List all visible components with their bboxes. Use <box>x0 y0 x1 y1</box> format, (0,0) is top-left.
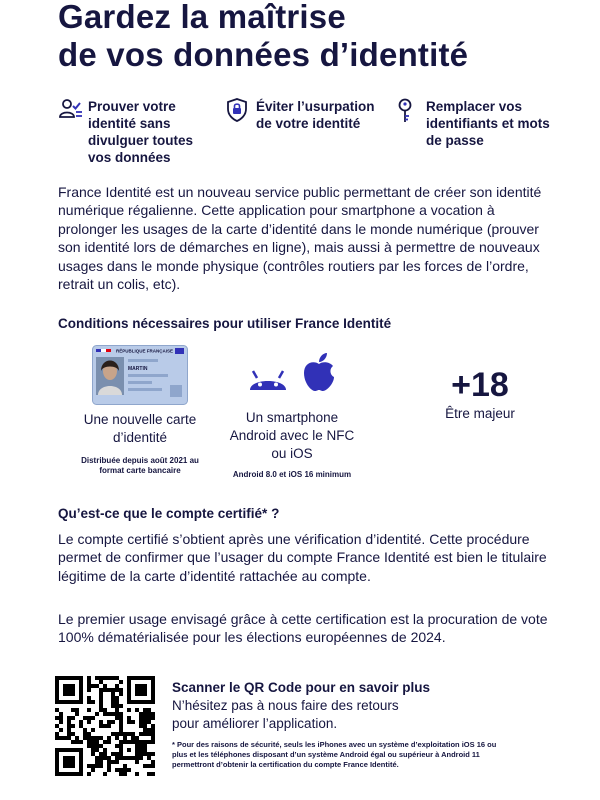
benefit-label: Remplacer vos identifiants et mots de passe <box>426 99 550 148</box>
id-card-image <box>92 345 188 405</box>
condition-label: Être majeur <box>445 406 515 421</box>
certified-heading: Qu’est-ce que le compte certifié* ? <box>58 506 280 521</box>
conditions-heading: Conditions nécessaires pour utiliser France Identité <box>58 316 392 331</box>
certified-paragraph-2: Le premier usage envisagé grâce à cette certification est la procuration de vote 100% dématérialisée pour les élections européennes de 2024. <box>58 611 548 646</box>
condition-note: Distribuée depuis août 2021 au format carte bancaire <box>81 456 199 475</box>
shield-lock-icon <box>226 98 256 132</box>
condition-label: Un smartphone Android avec le NFC ou iOS <box>229 410 355 461</box>
title-line-1: Gardez la maîtrise <box>58 0 346 35</box>
page-title <box>58 0 468 74</box>
benefit-label: Prouver votre identité sans divulguer toutes vos données <box>88 99 194 165</box>
condition-age <box>430 345 530 423</box>
apple-icon <box>302 352 336 397</box>
card-name-text: MARTIN <box>128 366 148 372</box>
scan-subtitle: N’hésitez pas à nous faire des retours pour améliorer l’application. <box>172 698 399 731</box>
certified-paragraph-1: Le compte certifié s’obtient après une vérification d’identité. Cette procédure permet de confirmer que l’usager du compte France Identité est bien le titulaire légitime de la carte d’identité rattachée au compte. <box>58 531 547 584</box>
card-header-text: RÉPUBLIQUE FRANÇAISE <box>116 348 174 354</box>
age-value: +18 <box>451 366 509 404</box>
os-icons <box>222 351 362 397</box>
condition-label: Une nouvelle carte d’identité <box>83 412 197 445</box>
user-check-icon <box>58 98 88 166</box>
intro-paragraph: France Identité est un nouveau service public permettant de créer son identité numérique régalienne. Cette application pour smartphone a vocation à prolonger les usages de la carte d’identité dans le monde numérique (prouver son identité lors de démarches en ligne), mais aussi à permettre de nouveaux usages dans le monde physique (contrôles routiers par les forces de l’ordre, retrait un colis, etc). <box>58 184 542 293</box>
benefit-replace-passwords <box>396 98 566 149</box>
footnote: * Pour des raisons de sécurité, seuls les iPhones avec un système d’exploitation iOS 16 ou plus et les téléphones disposant d’un système Android égal ou supérieur à Android 11 permettront d’obtenir la certification du compte France Identité. <box>172 740 497 769</box>
condition-id-card <box>75 345 205 476</box>
title-line-2: de vos données d’identité <box>58 36 469 73</box>
scan-title: Scanner le QR Code pour en savoir plus <box>172 680 431 695</box>
condition-smartphone <box>222 345 362 480</box>
key-icon <box>396 98 426 149</box>
benefit-prevent-usurpation <box>226 98 384 132</box>
benefit-label: Éviter l’usurpation de votre identité <box>256 99 375 131</box>
android-icon <box>248 368 288 397</box>
qr-code[interactable] <box>55 676 155 776</box>
benefit-prove-identity <box>58 98 206 166</box>
condition-note: Android 8.0 et iOS 16 minimum <box>232 470 352 479</box>
